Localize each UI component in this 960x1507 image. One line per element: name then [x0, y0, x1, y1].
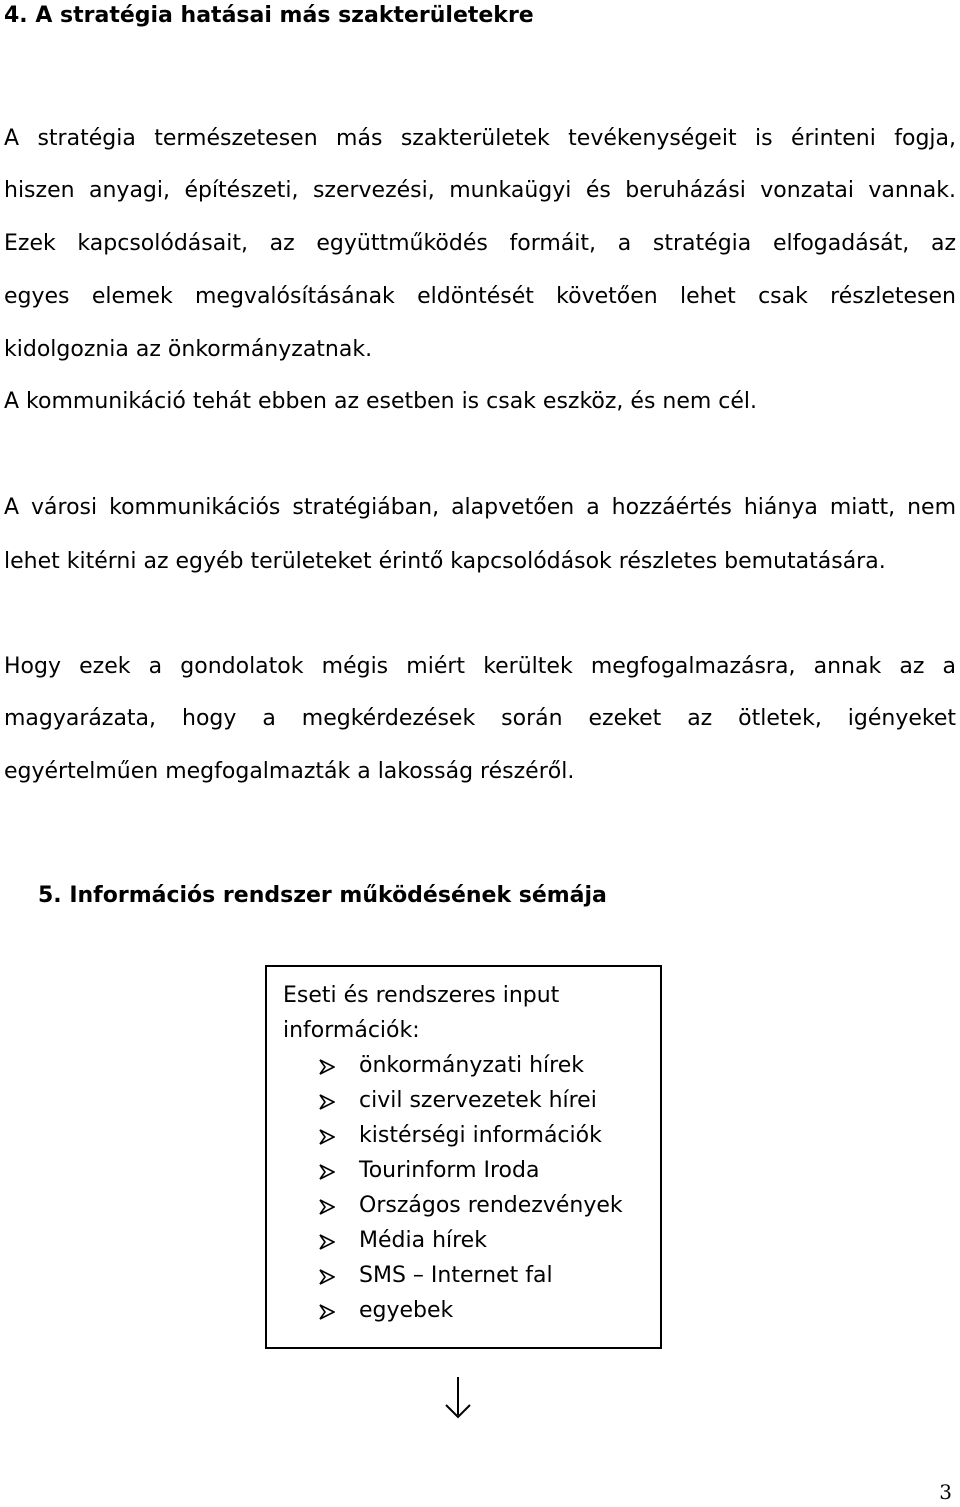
- paragraph-3-line-3: egyértelműen megfogalmazták a lakosság részéről.: [4, 759, 575, 784]
- list-item-label: Média hírek: [359, 1228, 487, 1253]
- arrowhead-bullet-icon: [319, 1094, 335, 1110]
- arrowhead-bullet-icon: [319, 1199, 335, 1215]
- paragraph-2-line-2: lehet kitérni az egyéb területeket érintő kapcsolódások részletes bemutatására.: [4, 549, 886, 574]
- arrowhead-bullet-icon: [319, 1234, 335, 1250]
- arrowhead-bullet-icon: [319, 1164, 335, 1180]
- arrowhead-bullet-icon: [319, 1269, 335, 1285]
- paragraph-1-line-3: Ezek kapcsolódásait, az együttműködés formáit, a stratégia elfogadását, az: [4, 231, 956, 256]
- arrowhead-bullet-icon: [319, 1129, 335, 1145]
- paragraph-1-line-5: kidolgoznia az önkormányzatnak.: [4, 337, 373, 362]
- list-item-label: civil szervezetek hírei: [359, 1088, 597, 1113]
- list-item-label: kistérségi információk: [359, 1123, 602, 1148]
- list-item-label: Országos rendezvények: [359, 1193, 623, 1218]
- paragraph-3-line-2: magyarázata, hogy a megkérdezések során ezeket az ötletek, igényeket: [4, 706, 956, 731]
- list-item-label: önkormányzati hírek: [359, 1053, 585, 1078]
- arrowhead-bullet-icon: [319, 1059, 335, 1075]
- down-arrow-icon: [443, 1375, 473, 1419]
- arrowhead-bullet-icon: [319, 1304, 335, 1320]
- list-item-label: egyebek: [359, 1298, 454, 1323]
- section-4-heading: 4. A stratégia hatásai más szakterületekre: [4, 3, 534, 28]
- input-info-box: [265, 965, 662, 1349]
- section-5-heading: 5. Információs rendszer működésének sémája: [38, 883, 607, 908]
- list-item-label: Tourinform Iroda: [359, 1158, 540, 1183]
- paragraph-1-line-2: hiszen anyagi, építészeti, szervezési, munkaügyi és beruházási vonzatai vannak.: [4, 178, 956, 203]
- paragraph-3-line-1: Hogy ezek a gondolatok mégis miért kerültek megfogalmazásra, annak az a: [4, 654, 956, 679]
- list-item-label: SMS – Internet fal: [359, 1263, 553, 1288]
- box-title-line-2: információk:: [283, 1018, 420, 1043]
- page-number: 3: [939, 1480, 952, 1504]
- box-title-line-1: Eseti és rendszeres input: [283, 983, 560, 1008]
- paragraph-1-line-1: A stratégia természetesen más szakterületek tevékenységeit is érinteni fogja,: [4, 126, 956, 151]
- paragraph-2-line-1: A városi kommunikációs stratégiában, alapvetően a hozzáértés hiánya miatt, nem: [4, 495, 956, 520]
- paragraph-1-line-4: egyes elemek megvalósításának eldöntését követően lehet csak részletesen: [4, 284, 956, 309]
- paragraph-1-line-6: A kommunikáció tehát ebben az esetben is csak eszköz, és nem cél.: [4, 389, 758, 414]
